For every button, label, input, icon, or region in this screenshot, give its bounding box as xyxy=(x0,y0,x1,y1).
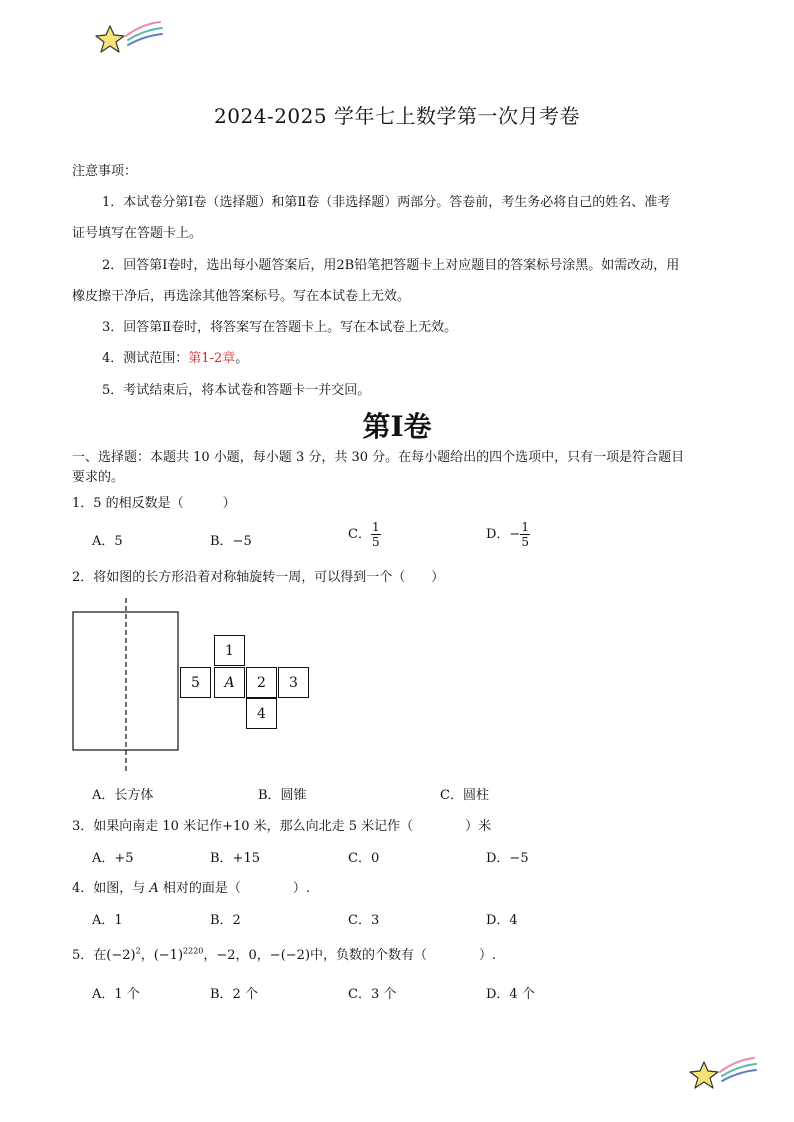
face-label: A xyxy=(149,881,159,896)
separator: ， xyxy=(140,948,154,963)
notice-item-4 xyxy=(102,347,248,366)
question-4-option-c: C．3 xyxy=(348,913,380,928)
question-2-option-c: C．圆柱 xyxy=(440,788,489,803)
expression-3: (−2) xyxy=(280,948,311,963)
notice-item-4-end: 。 xyxy=(235,351,249,366)
question-4-text: 4．如图，与 xyxy=(72,881,150,896)
question-5-option-a: A．1 个 xyxy=(92,987,140,1002)
question-5-option-b: B．2 个 xyxy=(210,987,258,1002)
net-cell-center: 2 xyxy=(246,667,277,698)
notice-heading: 注意事项： xyxy=(72,164,138,179)
question-5-option-d: D．4 个 xyxy=(486,987,535,1002)
question-5-text: 5．在 xyxy=(72,948,107,963)
question-1-option-d xyxy=(486,520,530,549)
question-4-text-end: 相对的面是（ ）. xyxy=(158,881,311,896)
star-decoration-bottom xyxy=(686,1054,758,1094)
question-3-option-a: A．+5 xyxy=(92,851,134,866)
question-3-option-c: C．0 xyxy=(348,851,380,866)
fraction xyxy=(371,520,381,549)
notice-item-1-cont: 证号填写在答题卡上。 xyxy=(72,226,203,241)
notice-item-3: 3．回答第Ⅱ卷时，将答案写在答题卡上。写在本试卷上无效。 xyxy=(102,320,458,335)
option-c-label: C． xyxy=(348,527,371,542)
option-d-label: D．− xyxy=(486,527,521,542)
section-intro: 一、选择题：本题共 10 小题，每小题 3 分，共 30 分。在每小题给出的四个选项中，只有一项是符合题目 xyxy=(72,450,685,465)
section-intro-cont: 要求的。 xyxy=(72,470,125,485)
rectangle-figure xyxy=(70,596,184,774)
notice-item-2-cont: 橡皮擦干净后，再选涂其他答案标号。写在本试卷上无效。 xyxy=(72,289,411,304)
question-4-stem xyxy=(72,877,310,896)
question-1-stem: 1．5 的相反数是（ ） xyxy=(72,496,236,511)
question-2-option-a: A．长方体 xyxy=(92,788,154,803)
net-cell-right: 3 xyxy=(278,667,309,698)
question-2-option-b: B．圆锥 xyxy=(258,788,307,803)
net-cell-top: 1 xyxy=(214,635,245,666)
numerator: 1 xyxy=(521,520,529,534)
test-range: 第1-2章 xyxy=(188,351,236,366)
notice-item-1: 1．本试卷分第Ⅰ卷（选择题）和第Ⅱ卷（非选择题）两部分。答卷前，考生务必将自己的姓名、准考 xyxy=(102,195,671,210)
page-title: 2024-2025 学年七上数学第一次月考卷 xyxy=(214,104,580,128)
question-4-option-a: A．1 xyxy=(92,913,123,928)
expression-2: (−1) xyxy=(153,948,184,963)
cube-net-figure xyxy=(180,635,312,731)
question-1-option-b: B．−5 xyxy=(210,534,252,549)
question-5-stem xyxy=(72,944,496,963)
star-decoration-top xyxy=(92,18,164,58)
fraction xyxy=(520,520,530,549)
notice-item-5: 5．考试结束后，将本试卷和答题卡一并交回。 xyxy=(102,383,371,398)
question-5-text-end: 中，负数的个数有（ ）. xyxy=(310,948,497,963)
denominator: 5 xyxy=(371,535,380,549)
exponent-2: 2220 xyxy=(183,946,204,956)
notice-item-2: 2．回答第Ⅰ卷时，选出每小题答案后，用2B铅笔把答题卡上对应题目的答案标号涂黑。如需改动，用 xyxy=(102,258,680,273)
question-2-stem: 2．将如图的长方形沿着对称轴旋转一周，可以得到一个（ ） xyxy=(72,570,445,585)
question-1-option-a: A．5 xyxy=(92,534,123,549)
net-cell-a: A xyxy=(214,667,245,698)
net-cell-left: 5 xyxy=(180,667,211,698)
question-5-text-mid: ，−2，0，− xyxy=(203,948,281,963)
numerator: 1 xyxy=(371,520,380,534)
question-3-option-b: B．+15 xyxy=(210,851,260,866)
question-4-option-d: D．4 xyxy=(486,913,518,928)
notice-item-4-label: 4．测试范围： xyxy=(102,351,189,366)
exponent-1: 2 xyxy=(135,946,141,956)
denominator: 5 xyxy=(521,535,529,549)
net-cell-bottom: 4 xyxy=(246,698,277,729)
question-1-option-c xyxy=(348,520,381,549)
question-4-option-b: B．2 xyxy=(210,913,241,928)
expression-1: (−2) xyxy=(106,948,136,963)
question-3-option-d: D．−5 xyxy=(486,851,529,866)
question-5-option-c: C．3 个 xyxy=(348,987,397,1002)
section-title: 第Ⅰ卷 xyxy=(362,410,432,443)
question-3-stem: 3．如果向南走 10 米记作+10 米，那么向北走 5 米记作（ ）米 xyxy=(72,819,492,834)
